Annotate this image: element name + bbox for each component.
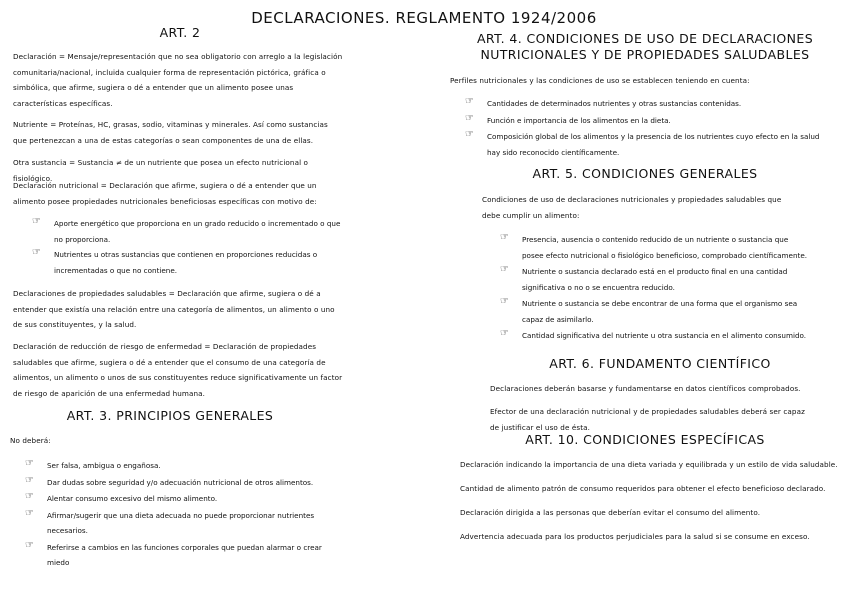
art10-item-4: Advertencia adecuada para los productos perjudiciales para la salud si se consume en exceso.: [460, 532, 810, 541]
art2-paragraph-declaracion: Declaración = Mensaje/representación que no sea obligatorio con arreglo a la legislación comunitaria/nacional, incluida cualquier forma de representación pictórica, gráfica o simbólica, que afirme, sugiera o dé a entender que un alimento posee unas características específicas.: [13, 52, 343, 108]
list-item: ☞ Afirmar/sugerir que una dieta adecuada no puede proporcionar nutrientes necesarios.: [25, 507, 315, 535]
list-item: ☞ Cantidad significativa del nutriente u otra sustancia en el alimento consumido.: [500, 328, 807, 340]
art4-heading-line1: ART. 4. CONDICIONES DE USO DE DECLARACIONES: [476, 31, 814, 46]
art10-heading: ART. 10. CONDICIONES ESPECÍFICAS: [525, 432, 765, 447]
art3-bullet-list: [25, 458, 335, 571]
pointing-hand-icon: ☞: [25, 539, 34, 551]
pointing-hand-icon: ☞: [500, 328, 509, 339]
art2-heading: ART. 2: [159, 25, 201, 40]
document-title: DECLARACIONES. REGLAMENTO 1924/2006: [251, 9, 597, 27]
list-item: ☞ Ser falsa, ambigua o engañosa.: [25, 458, 161, 470]
art2-bullet-list: [32, 216, 350, 278]
art4-heading-line2: NUTRICIONALES Y DE PROPIEDADES SALUDABLES: [480, 47, 810, 62]
list-item: ☞ Nutriente o sustancia declarado está en el producto final en una cantidad significativa o no o se encuentra reducido.: [500, 264, 788, 292]
pointing-hand-icon: ☞: [465, 112, 474, 124]
art2-paragraph-declaracion-nutricional: Declaración nutricional = Declaración que afirme, sugiera o dé a entender que un alimento posee propiedades nutricionales beneficiosas específicas con motivo de:: [13, 181, 317, 206]
list-item: ☞ Composición global de los alimentos y la presencia de los nutrientes cuyo efecto en la salud hay sido reconocido científicamente.: [465, 129, 820, 157]
list-item: ☞ Alentar consumo excesivo del mismo alimento.: [25, 491, 218, 503]
art4-bullet-list: [465, 96, 830, 160]
pointing-hand-icon: ☞: [500, 296, 509, 307]
art3-intro: No deberá:: [10, 436, 51, 445]
art6-paragraph-1: Declaraciones deberán basarse y fundamentarse en datos científicos comprobados.: [490, 384, 801, 393]
pointing-hand-icon: ☞: [25, 491, 34, 502]
art10-item-2: Cantidad de alimento patrón de consumo requeridos para obtener el efecto beneficioso declarado.: [460, 484, 826, 493]
list-item: ☞ Nutriente o sustancia se debe encontrar de una forma que el organismo sea capaz de asimilarlo.: [500, 296, 798, 324]
art3-heading: ART. 3. PRINCIPIOS GENERALES: [66, 408, 274, 423]
art10-item-3: Declaración dirigida a las personas que deberían evitar el consumo del alimento.: [460, 508, 761, 517]
list-item: ☞ Presencia, ausencia o contenido reducido de un nutriente o sustancia que posee efecto nutricional o fisiológico beneficioso, comprobado científicamente.: [500, 232, 808, 260]
art6-paragraph-2: Efector de una declaración nutricional y de propiedades saludables deberá ser capaz de justificar el uso de ésta.: [490, 407, 805, 432]
art4-intro: Perfiles nutricionales y las condiciones de uso se establecen teniendo en cuenta:: [450, 76, 750, 85]
list-item: ☞ Referirse a cambios en las funciones corporales que puedan alarmar o crear miedo: [25, 539, 322, 567]
art2-paragraph-propiedades-saludables: Declaraciones de propiedades saludables = Declaración que afirme, sugiera o dé a entender que existía una relación entre una categoría de alimentos, un alimento o uno de sus constituyentes, y la salud.: [13, 289, 335, 329]
pointing-hand-icon: ☞: [500, 264, 509, 275]
list-item: ☞ Aporte energético que proporciona en un grado reducido o incrementado o que no proporciona.: [32, 216, 341, 244]
pointing-hand-icon: ☞: [25, 474, 34, 486]
pointing-hand-icon: ☞: [25, 458, 34, 469]
art2-paragraph-reduccion-riesgo: Declaración de reducción de riesgo de enfermedad = Declaración de propiedades saludables que afirme, sugiera o dé a entender que el consumo de una categoría de alimentos, un alimento o unos de sus constituyentes reduce significativamente un factor de riesgo de aparición de una enfermedad humana.: [13, 342, 343, 398]
pointing-hand-icon: ☞: [500, 232, 509, 243]
pointing-hand-icon: ☞: [465, 96, 474, 107]
art2-paragraph-otra-sustancia: Otra sustancia = Sustancia ≠ de un nutriente que posea un efecto nutricional o fisiológico.: [13, 158, 309, 183]
art2-paragraph-nutriente: Nutriente = Proteínas, HC, grasas, sodio, vitaminas y minerales. Así como sustancias que pertenezcan a una de estas categorías o sean componentes de una de ellas.: [13, 120, 328, 145]
art5-bullet-list: [500, 232, 810, 344]
pointing-hand-icon: ☞: [32, 247, 41, 258]
list-item: ☞ Función e importancia de los alimentos en la dieta.: [465, 112, 671, 125]
art5-heading: ART. 5. CONDICIONES GENERALES: [532, 166, 758, 181]
list-item: ☞ Nutrientes u otras sustancias que contienen en proporciones reducidas o incrementadas o que no contiene.: [32, 247, 318, 275]
art10-item-1: Declaración indicando la importancia de una dieta variada y equilibrada y un estilo de vida saludable.: [460, 460, 838, 469]
list-item: ☞ Cantidades de determinados nutrientes y otras sustancias contenidas.: [465, 96, 742, 108]
pointing-hand-icon: ☞: [32, 216, 41, 227]
list-item: ☞ Dar dudas sobre seguridad y/o adecuación nutricional de otros alimentos.: [25, 474, 314, 487]
art6-heading: ART. 6. FUNDAMENTO CIENTÍFICO: [549, 356, 771, 371]
pointing-hand-icon: ☞: [465, 129, 474, 140]
pointing-hand-icon: ☞: [25, 507, 34, 519]
art5-intro: Condiciones de uso de declaraciones nutricionales y propiedades saludables que debe cumplir un alimento:: [482, 195, 782, 220]
